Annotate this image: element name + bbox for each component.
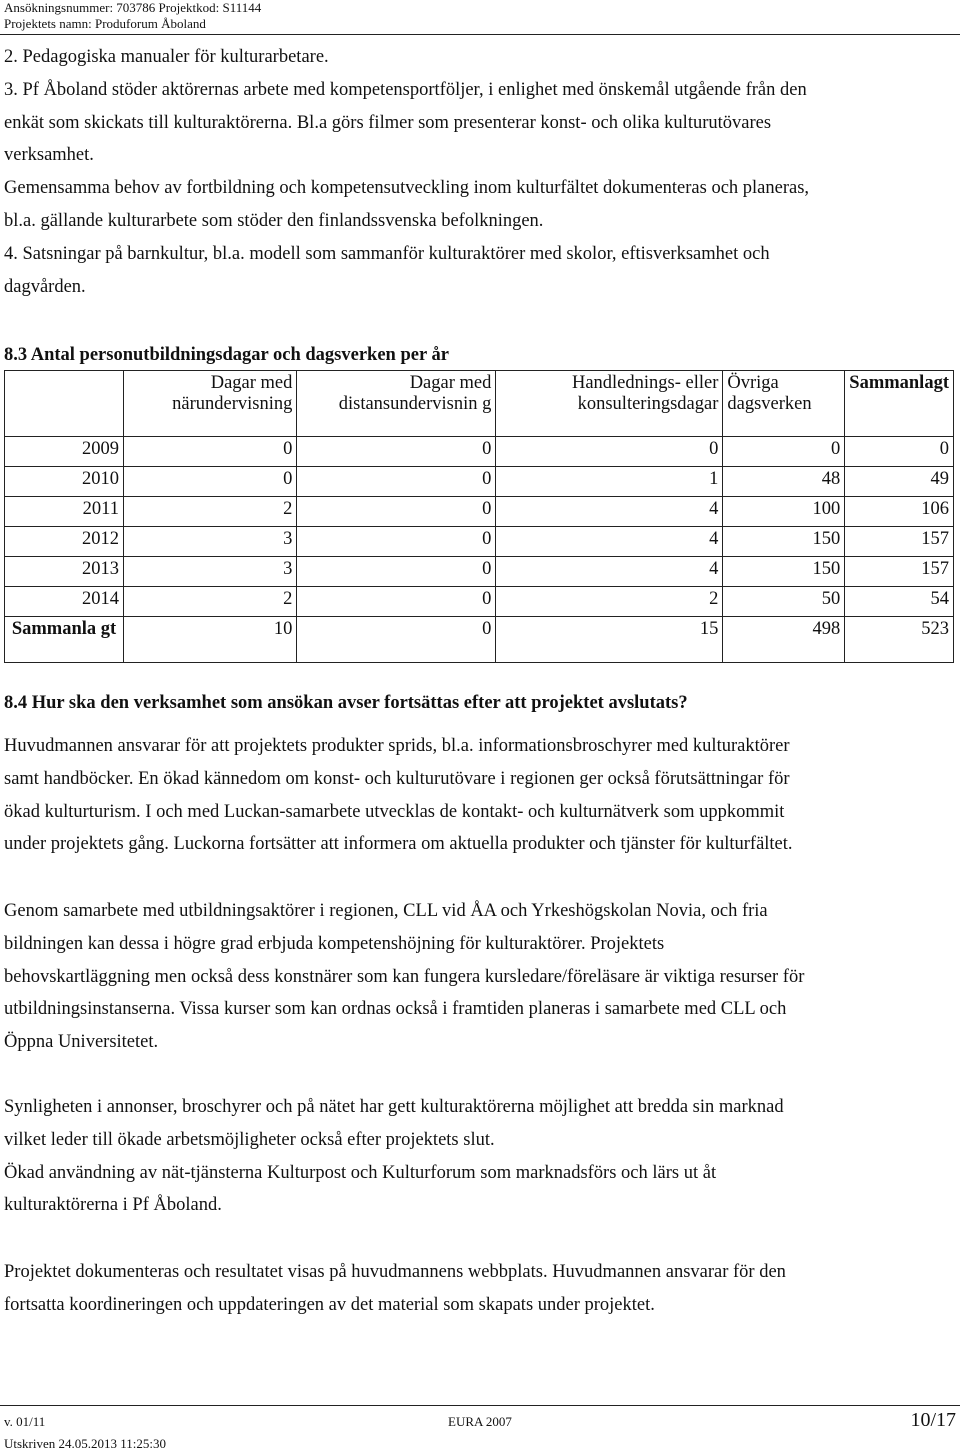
paragraph-4 [4, 1256, 956, 1322]
section-heading-8-4: 8.4 Hur ska den verksamhet som ansökan avser fortsättas efter att projektet avslutats? [4, 693, 688, 713]
table-cell: 4 [496, 527, 723, 557]
form-version: v. 01/11 [4, 1414, 46, 1429]
table-cell: 10 [124, 617, 297, 663]
table-cell: 106 [845, 497, 954, 527]
row-label: 2012 [5, 527, 124, 557]
paragraph-2 [4, 895, 956, 1059]
text-line: Ökad användning av nät-tjänsterna Kulturpost och Kulturforum som marknadsförs och lärs ut åt [4, 1162, 717, 1183]
table-header-cell: Övriga dagsverken [723, 371, 845, 437]
table-row [5, 467, 954, 497]
table-cell: 49 [845, 467, 954, 497]
table-cell: 0 [124, 467, 297, 497]
table-cell: 0 [723, 437, 845, 467]
table-row [5, 587, 954, 617]
table-cell: 54 [845, 587, 954, 617]
header-divider [0, 34, 960, 35]
table-cell: 0 [496, 437, 723, 467]
table-cell: 0 [297, 527, 496, 557]
text-line: utbildningsinstanserna. Vissa kurser som kan ordnas också i framtiden planeras i samarbete med CLL och [4, 999, 787, 1020]
system-name: EURA 2007 [448, 1414, 512, 1429]
text-line: Huvudmannen ansvarar för att projektets produkter sprids, bl.a. informationsbroschyrer med kulturaktörer [4, 736, 790, 756]
table-cell: 2 [124, 587, 297, 617]
table-cell: 4 [496, 557, 723, 587]
row-label: 2014 [5, 587, 124, 617]
text-line: under projektets gång. Luckorna fortsätter att informera om aktuella produkter och tjänster för kulturfältet. [4, 834, 793, 855]
print-timestamp: Utskriven 24.05.2013 11:25:30 [4, 1436, 167, 1451]
intro-text [4, 41, 956, 303]
table-total-row [5, 617, 954, 663]
text-line: Öppna Universitetet. [4, 1032, 159, 1053]
table-header-cell: Dagar med distansundervisnin g [297, 371, 496, 437]
table-header-cell: Sammanlagt [845, 371, 954, 437]
table-cell: 100 [723, 497, 845, 527]
text-line: kulturaktörerna i Pf Åboland. [4, 1195, 222, 1216]
section-heading-8-3: 8.3 Antal personutbildningsdagar och dagsverken per år [4, 345, 449, 365]
text-line: samt handböcker. En ökad kännedom om konst- och kulturutövare i regionen ger också förutsättningar för [4, 768, 790, 789]
text-line: Synligheten i annonser, broschyrer och på nätet har gett kulturaktörerna möjlighet att bredda sin marknad [4, 1097, 784, 1117]
text-line: Projektet dokumenteras och resultatet visas på huvudmannens webbplats. Huvudmannen ansvarar för den [4, 1262, 786, 1282]
table-cell: 1 [496, 467, 723, 497]
table-cell: 4 [496, 497, 723, 527]
text-line: verksamhet. [4, 145, 94, 166]
text-line: bildningen kan dessa i högre grad erbjuda kompetenshöjning för kulturaktörer. Projektets [4, 933, 665, 954]
text-line: dagvården. [4, 276, 86, 297]
paragraph-3 [4, 1091, 956, 1222]
table-cell: 157 [845, 557, 954, 587]
text-line: behovskartläggning men också dess konstnärer som kan fungera kursledare/föreläsare är viktiga resurser för [4, 966, 805, 987]
row-label: 2010 [5, 467, 124, 497]
row-label: 2013 [5, 557, 124, 587]
table-cell: 0 [297, 557, 496, 587]
table-cell: 0 [297, 497, 496, 527]
project-name: Projektets namn: Produforum Åboland [4, 16, 206, 31]
table-cell: 150 [723, 527, 845, 557]
table-cell: 0 [845, 437, 954, 467]
training-days-table [4, 370, 954, 663]
text-line: fortsatta koordineringen och uppdateringen av det material som skapats under projektet. [4, 1294, 655, 1315]
table-header-row [5, 371, 954, 437]
text-line: Genom samarbete med utbildningsaktörer i regionen, CLL vid ÅA och Yrkeshögskolan Novia, och fria [4, 901, 768, 921]
table-cell: 3 [124, 527, 297, 557]
row-label: 2009 [5, 437, 124, 467]
page-header [4, 0, 261, 32]
table-cell: 0 [124, 437, 297, 467]
text-line: 4. Satsningar på barnkultur, bl.a. modell som sammanför kulturaktörer med skolor, eftisverksamhet och [4, 243, 770, 264]
table-header-cell: Dagar med närundervisning [124, 371, 297, 437]
table-header-cell [5, 371, 124, 437]
table-cell: 157 [845, 527, 954, 557]
table-row [5, 557, 954, 587]
table-cell: 0 [297, 467, 496, 497]
footer-divider [0, 1405, 960, 1406]
table-cell: 48 [723, 467, 845, 497]
row-label: 2011 [5, 497, 124, 527]
table-cell: 0 [297, 437, 496, 467]
table-cell: 15 [496, 617, 723, 663]
paragraph-1 [4, 730, 956, 861]
page-number: 10/17 [910, 1409, 956, 1431]
table-row [5, 497, 954, 527]
table-row [5, 437, 954, 467]
table-cell: 2 [124, 497, 297, 527]
table-cell: 523 [845, 617, 954, 663]
text-line: vilket leder till ökade arbetsmöjligheter också efter projektets slut. [4, 1129, 495, 1150]
text-line: 2. Pedagogiska manualer för kulturarbetare. [4, 47, 329, 67]
table-cell: 3 [124, 557, 297, 587]
table-cell: 0 [297, 617, 496, 663]
application-number: Ansökningsnummer: 703786 Projektkod: S11144 [4, 0, 262, 15]
text-line: bl.a. gällande kulturarbete som stöder den finlandssvenska befolkningen. [4, 210, 544, 231]
table-header-cell: Handlednings- eller konsulteringsdagar [496, 371, 723, 437]
table-cell: 50 [723, 587, 845, 617]
table-cell: 150 [723, 557, 845, 587]
text-line: enkät som skickats till kulturaktörerna. Bl.a görs filmer som presenterar konst- och olika kulturutövares [4, 112, 772, 133]
text-line: ökad kulturturism. I och med Luckan-samarbete utvecklas de kontakt- och kulturnätverk som uppkommit [4, 801, 785, 822]
table-cell: 2 [496, 587, 723, 617]
table-cell: 498 [723, 617, 845, 663]
text-line: 3. Pf Åboland stöder aktörernas arbete med kompetensportföljer, i enlighet med önskemål utgående från den [4, 79, 807, 100]
table-cell: 0 [297, 587, 496, 617]
total-label: Sammanla gt [5, 617, 124, 663]
table-row [5, 527, 954, 557]
text-line: Gemensamma behov av fortbildning och kompetensutveckling inom kulturfältet dokumenteras och planeras, [4, 178, 810, 199]
